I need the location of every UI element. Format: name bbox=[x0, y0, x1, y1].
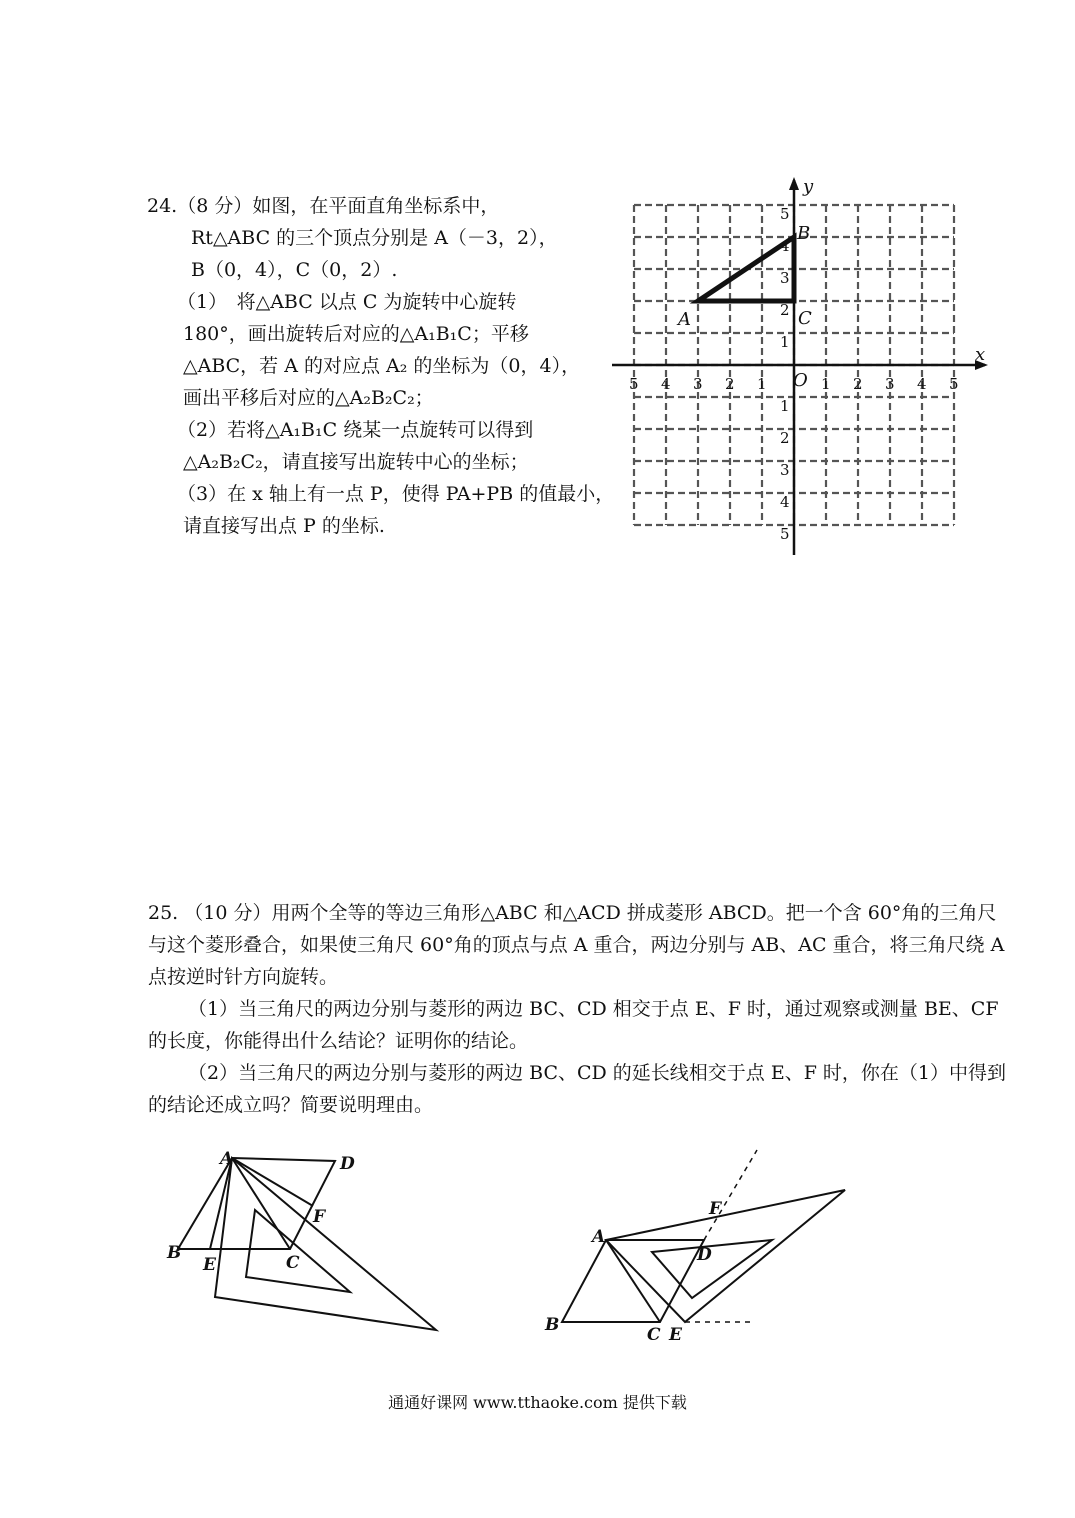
x-tick-label: 2 bbox=[853, 375, 863, 393]
y-tick-label: 3 bbox=[780, 269, 790, 287]
q24-line: △ABC，若 A 的对应点 A₂ 的坐标为（0，4）， bbox=[183, 355, 581, 377]
q25-paragraph-2: （1）当三角尺的两边分别与菱形的两边 BC、CD 相交于点 E、F 时，通过观察或测量 BE、CF 的长度，你能得出什么结论？证明你的结论。 bbox=[148, 998, 999, 1052]
question-25-text bbox=[148, 897, 1008, 1121]
set-square-inner bbox=[652, 1240, 772, 1298]
y-axis-label: y bbox=[803, 176, 814, 197]
label-c: C bbox=[286, 1253, 300, 1273]
y-tick-label: 3 bbox=[780, 461, 790, 479]
label-b: B bbox=[167, 1243, 182, 1263]
y-tick-label: 1 bbox=[780, 397, 790, 415]
x-tick-label: 3 bbox=[693, 375, 703, 393]
y-tick-label: 2 bbox=[780, 301, 790, 319]
x-tick-label: 5 bbox=[949, 375, 959, 393]
q24-line: 画出平移后对应的△A₂B₂C₂； bbox=[183, 387, 434, 409]
segment-ae bbox=[210, 1158, 232, 1249]
q24-line: （1） 将△ABC 以点 C 为旋转中心旋转 bbox=[177, 291, 517, 313]
label-f: F bbox=[313, 1207, 326, 1227]
q24-line: B（0，4），C（0，2）. bbox=[191, 259, 398, 281]
x-axis-label: x bbox=[975, 344, 986, 365]
label-b: B bbox=[545, 1315, 560, 1335]
point-label-b: B bbox=[797, 223, 811, 244]
q24-line: （2）若将△A₁B₁C 绕某一点旋转可以得到 bbox=[177, 419, 534, 441]
label-f: F bbox=[709, 1199, 722, 1219]
q25-paragraph-3: （2）当三角尺的两边分别与菱形的两边 BC、CD 的延长线相交于点 E、F 时，你在（1）中得到的结论还成立吗？简要说明理由。 bbox=[148, 1062, 1007, 1116]
q24-line: 180°，画出旋转后对应的△A₁B₁C；平移 bbox=[183, 323, 529, 345]
q25-paragraph-1: 25. （10 分）用两个全等的等边三角形△ABC 和△ACD 拼成菱形 ABCD。把一个含 60°角的三角尺与这个菱形叠合，如果使三角尺 60°角的顶点与点 A 重合，两边分别与 AB、AC 重合，将三角尺绕 A 点按逆时针方向旋转。 bbox=[148, 902, 1005, 988]
label-a: A bbox=[220, 1149, 234, 1169]
y-tick-label: 5 bbox=[780, 525, 790, 543]
q24-line: Rt△ABC 的三个顶点分别是 A（－3，2）， bbox=[191, 227, 558, 249]
label-e: E bbox=[203, 1255, 216, 1275]
y-axis-arrow bbox=[789, 177, 799, 190]
x-tick-label: 4 bbox=[917, 375, 927, 393]
coordinate-grid-figure bbox=[600, 170, 1000, 565]
q24-line: △A₂B₂C₂，请直接写出旋转中心的坐标； bbox=[183, 451, 529, 473]
q24-line: 请直接写出点 P 的坐标. bbox=[183, 515, 385, 537]
y-tick-label: 1 bbox=[780, 333, 790, 351]
origin-label: O bbox=[793, 370, 808, 391]
y-tick-label: 4 bbox=[780, 237, 790, 255]
set-square-outer bbox=[606, 1190, 845, 1322]
x-tick-label: 2 bbox=[725, 375, 735, 393]
q24-line: （3）在 x 轴上有一点 P，使得 PA+PB 的值最小， bbox=[177, 483, 615, 505]
y-tick-label: 4 bbox=[780, 493, 790, 511]
segment-af bbox=[232, 1158, 313, 1206]
point-label-c: C bbox=[798, 308, 812, 329]
label-a: A bbox=[592, 1227, 606, 1247]
label-e: E bbox=[669, 1325, 682, 1345]
q24-line: 24.（8 分）如图，在平面直角坐标系中， bbox=[147, 195, 500, 217]
footer-source: 通通好课网 www.tthaoke.com 提供下载 bbox=[388, 1393, 687, 1412]
x-tick-label: 3 bbox=[885, 375, 895, 393]
y-tick-label: 5 bbox=[780, 205, 790, 223]
label-d: D bbox=[340, 1154, 355, 1174]
set-square-inner bbox=[246, 1210, 350, 1292]
label-d: D bbox=[697, 1245, 712, 1265]
rhombus-figure-1 bbox=[160, 1140, 460, 1340]
rhombus-figure-2 bbox=[540, 1140, 860, 1350]
y-tick-label: 2 bbox=[780, 429, 790, 447]
x-tick-label: 4 bbox=[661, 375, 671, 393]
x-tick-label: 1 bbox=[821, 375, 831, 393]
cd-extension-dashed bbox=[704, 1150, 757, 1240]
label-c: C bbox=[647, 1325, 661, 1345]
diagonal-ac bbox=[232, 1158, 290, 1249]
x-tick-label: 5 bbox=[629, 375, 639, 393]
point-label-a: A bbox=[678, 309, 691, 330]
x-tick-label: 1 bbox=[757, 375, 767, 393]
